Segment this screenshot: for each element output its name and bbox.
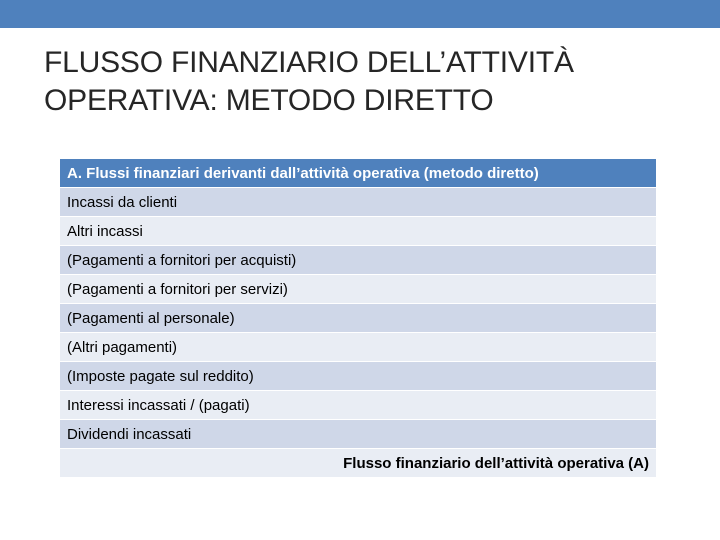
table-row: (Pagamenti a fornitori per acquisti)	[60, 246, 656, 275]
slide-title-line-1: FLUSSO FINANZIARIO DELL’ATTIVITÀ	[44, 46, 574, 79]
table-total-row: Flusso finanziario dell’attività operativa (A)	[60, 449, 656, 478]
table-row: Incassi da clienti	[60, 188, 656, 217]
top-accent-bar	[0, 0, 720, 28]
table-row: Dividendi incassati	[60, 420, 656, 449]
slide-title	[44, 44, 684, 120]
table-row: Altri incassi	[60, 217, 656, 246]
table-row: (Imposte pagate sul reddito)	[60, 362, 656, 391]
cash-flow-table	[60, 159, 656, 478]
table-row: Interessi incassati / (pagati)	[60, 391, 656, 420]
table-row: (Altri pagamenti)	[60, 333, 656, 362]
table-row: (Pagamenti al personale)	[60, 304, 656, 333]
slide-title-line-2: OPERATIVA: METODO DIRETTO	[44, 84, 494, 117]
table-header: A. Flussi finanziari derivanti dall’attività operativa (metodo diretto)	[60, 159, 656, 188]
table-row: (Pagamenti a fornitori per servizi)	[60, 275, 656, 304]
